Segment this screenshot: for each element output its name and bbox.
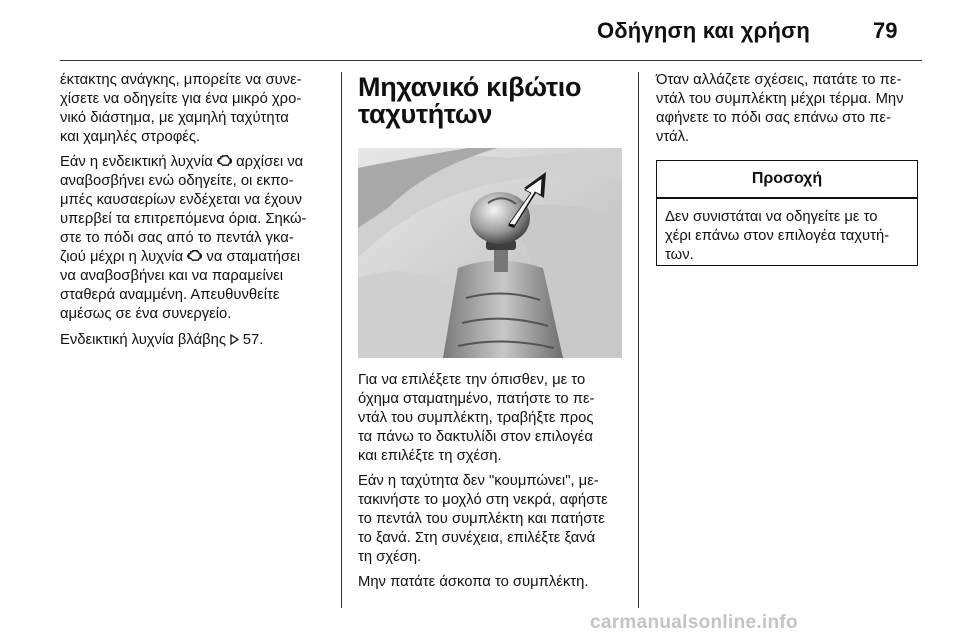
heading-line: ταχυτήτων <box>358 99 493 129</box>
paragraph-warning-lamp <box>60 153 330 324</box>
text-line <box>60 330 330 350</box>
text-fragment: να σταματήσει <box>206 249 300 265</box>
text-line: Όταν αλλάζετε σχέσεις, πατάτε το πε‐ <box>656 72 902 88</box>
text-line: Για να επιλέξετε την όπισθεν, με το <box>358 372 586 388</box>
watermark: carmanualsonline.info <box>590 612 798 633</box>
text-line <box>60 153 330 172</box>
engine-warning-lamp-icon <box>217 153 232 168</box>
page-reference-arrow-glyph <box>230 334 239 345</box>
right-column <box>656 71 926 153</box>
text-line: τακινήστε το μοχλό στη νεκρά, αφήστε <box>358 492 608 508</box>
text-line: όχημα σταματημένο, πατήστε το πε‐ <box>358 391 595 407</box>
heading-line: Μηχανικό κιβώτιο <box>358 72 582 102</box>
paragraph-clutch-advice <box>358 573 630 592</box>
text-line: Εάν η ταχύτητα δεν "κουμπώνει", με‐ <box>358 473 599 489</box>
text-line: αμέσως σε ένα συνεργείο. <box>60 306 232 322</box>
text-line: Μην πατάτε άσκοπα το συμπλέκτη. <box>358 574 589 590</box>
text-line: χέρι επάνω στον επιλογέα ταχυτή‐ <box>665 227 890 244</box>
text-line: να αναβοσβήνει και να παραμείνει <box>60 268 284 284</box>
page-number: 79 <box>873 18 898 43</box>
section-heading-manual-gearbox <box>358 74 581 128</box>
caution-body <box>657 199 917 274</box>
text-line: το πεντάλ του συμπλέκτη και πατήστε <box>358 511 605 527</box>
text-line: νικό διάστημα, με χαμηλή ταχύτητα <box>60 110 289 126</box>
page-reference-arrow-icon[interactable] <box>230 332 243 347</box>
paragraph-gear-not-engaging <box>358 472 630 567</box>
left-column <box>60 71 330 356</box>
text-line: ντάλ. <box>656 129 690 145</box>
text-line: τα πάνω το δακτυλίδι στον επιλογέα <box>358 429 593 445</box>
text-line: χίσετε να οδηγείτε για ένα μικρό χρο‐ <box>60 91 302 107</box>
text-fragment: Εάν η ενδεικτική λυχνία <box>60 154 213 170</box>
caution-title: Προσοχή <box>751 170 823 187</box>
engine-warning-lamp-icon <box>187 248 202 263</box>
paragraph-fault-lamp-ref <box>60 330 330 350</box>
page-reference-number[interactable]: 57. <box>242 332 264 348</box>
text-fragment: αρχίσει να <box>236 154 304 170</box>
paragraph-reverse-gear <box>358 371 630 466</box>
text-line: αναβοσβήνει ενώ οδηγείτε, οι εκπο‐ <box>60 173 294 189</box>
text-line: υπερβεί τα επιτρεπόμενα όρια. Σηκώ‐ <box>60 211 307 227</box>
text-line: το ξανά. Στη συνέχεια, επιλέξτε ξανά <box>358 530 596 546</box>
text-line <box>60 248 330 267</box>
text-line: των. <box>665 246 694 263</box>
text-line: έκτακτης ανάγκης, μπορείτε να συνε‐ <box>60 72 302 88</box>
text-line: και χαμηλές στροφές. <box>60 129 201 145</box>
text-line: Δεν συνιστάται να οδηγείτε με το <box>665 208 878 225</box>
gear-lever-illustration <box>358 148 622 358</box>
header-divider <box>60 60 922 61</box>
gear-lever-photo <box>358 148 622 358</box>
running-header-title: Οδήγηση και χρήση <box>596 18 810 43</box>
text-line: ντάλ του συμπλέκτη, τραβήξτε προς <box>358 410 594 426</box>
paragraph-shifting <box>656 71 926 147</box>
text-line: σταθερά αναμμένη. Απευθυνθείτε <box>60 287 280 303</box>
text-line: στε το πόδι σας από το πεντάλ γκα‐ <box>60 230 294 246</box>
text-line: και επιλέξτε τη σχέση. <box>358 448 502 464</box>
paragraph-emergency <box>60 71 330 147</box>
text-line: ντάλ του συμπλέκτη μέχρι τέρμα. Μην <box>656 91 904 107</box>
text-fragment: ζιού μέχρι η λυχνία <box>60 249 184 265</box>
text-line: μπές καυσαερίων ενδέχεται να έχουν <box>60 192 303 208</box>
column-divider-right <box>638 72 639 608</box>
middle-column <box>358 371 630 598</box>
text-line: τη σχέση. <box>358 549 422 565</box>
column-divider-left <box>341 72 342 608</box>
caution-box <box>656 160 918 266</box>
text-line: αφήνετε το πόδι σας επάνω στο πε‐ <box>656 110 891 126</box>
text-fragment: Ενδεικτική λυχνία βλάβης <box>60 332 227 348</box>
